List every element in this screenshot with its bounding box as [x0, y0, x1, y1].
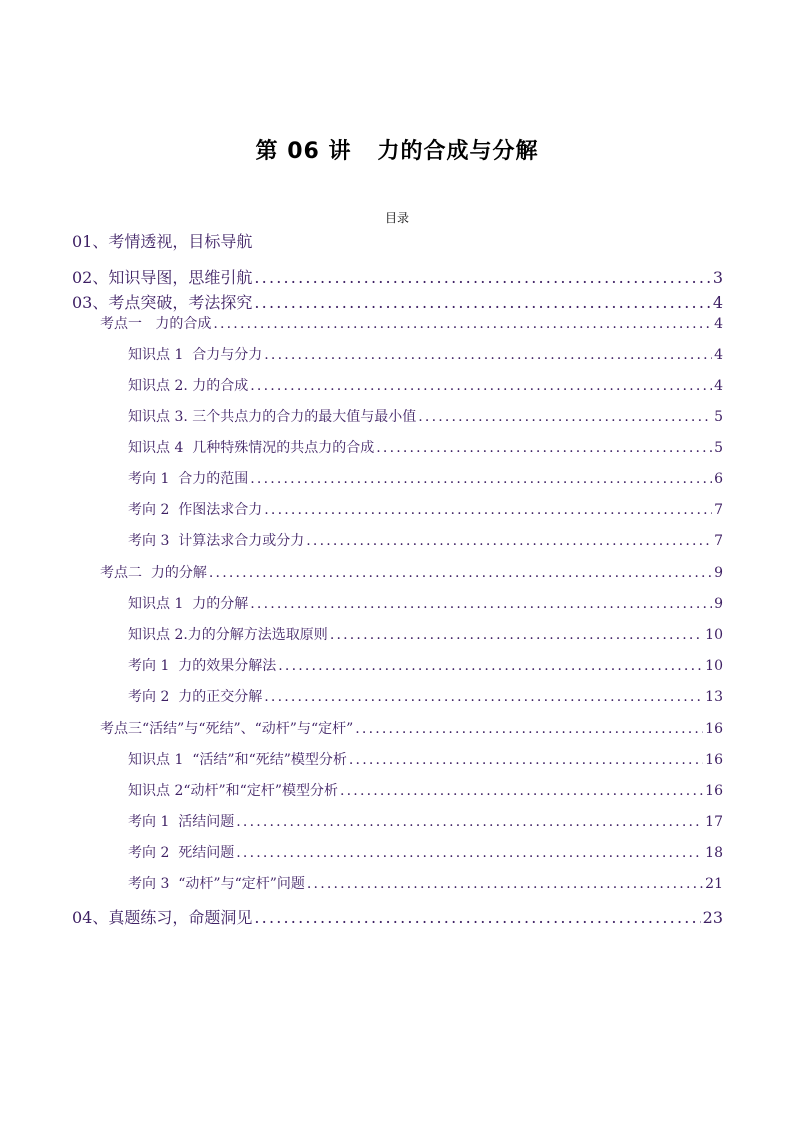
toc-entry-kaoxiang-1-1[interactable]	[128, 468, 723, 488]
toc-entry-label: 02、知识导图，思维引航	[72, 268, 253, 287]
toc-entry-label: 知识点 4 几种特殊情况的共点力的合成	[128, 440, 375, 456]
toc-page-number: 5	[714, 440, 723, 456]
toc-page-number: 7	[714, 533, 723, 549]
toc-leader-dots	[349, 752, 703, 768]
toc-entry-zhishidian-1-3[interactable]	[128, 406, 723, 426]
toc-page-number: 9	[714, 565, 723, 581]
toc-entry-kaoxiang-2-1[interactable]	[128, 655, 723, 675]
toc-leader-dots	[376, 440, 712, 456]
toc-entry-label: 考向 1 力的效果分解法	[128, 658, 277, 674]
toc-entry-kaodian-1[interactable]	[100, 313, 723, 333]
toc-entry-kaoxiang-1-3[interactable]	[128, 530, 723, 550]
toc-entry-label: 考点三“活结”与“死结”、“动杆”与“定杆”	[100, 721, 354, 737]
toc-leader-dots	[236, 845, 703, 861]
toc-entry-label: 知识点 1 合力与分力	[128, 347, 263, 363]
toc-leader-dots	[254, 268, 710, 287]
toc-entry-label: 考向 2 力的正交分解	[128, 689, 263, 705]
toc-entry-label: 考点二 力的分解	[100, 565, 207, 581]
toc-entry-zhishidian-2-2[interactable]	[128, 624, 723, 644]
page-title: 第 06 讲 力的合成与分解	[255, 139, 539, 164]
toc-page-number: 4	[714, 347, 723, 363]
toc-page-number: 16	[705, 721, 723, 737]
toc-leader-dots	[264, 347, 712, 363]
toc-leader-dots	[306, 533, 712, 549]
toc-leader-dots	[250, 596, 712, 612]
toc-entry-kaoxiang-3-2[interactable]	[128, 842, 723, 862]
toc-leader-dots	[236, 814, 703, 830]
toc-entry-label: 03、考点突破，考法探究	[72, 293, 253, 312]
toc-page-number: 16	[705, 783, 723, 799]
toc-page-number: 21	[705, 876, 723, 892]
toc-leader-dots	[250, 378, 712, 394]
toc-page-number: 18	[705, 845, 723, 861]
toc-page-number: 17	[705, 814, 723, 830]
toc-page-number: 6	[714, 471, 723, 487]
toc-leader-dots	[213, 316, 712, 332]
toc-entry-label: 知识点 2. 力的合成	[128, 378, 249, 394]
toc-page-number: 23	[702, 908, 723, 927]
toc-entry-label: 考向 1 活结问题	[128, 814, 235, 830]
toc-page-number: 5	[714, 409, 723, 425]
toc-page-number: 16	[705, 752, 723, 768]
toc-leader-dots	[340, 783, 703, 799]
toc-entry-label: 知识点 3. 三个共点力的合力的最大值与最小值	[128, 409, 417, 425]
toc-entry-kaoxiang-2-2[interactable]	[128, 686, 723, 706]
toc-page-number: 10	[705, 658, 723, 674]
toc-entry-zhishidian-1-1[interactable]	[128, 344, 723, 364]
toc-entry-label: 考向 2 死结问题	[128, 845, 235, 861]
toc-entry-02[interactable]	[72, 265, 723, 288]
toc-heading: 目录	[384, 211, 409, 225]
toc-leader-dots	[264, 689, 703, 705]
toc-entry-label: 04、真题练习，命题洞见	[72, 908, 253, 927]
toc-leader-dots	[307, 876, 703, 892]
toc-entry-label: 知识点 1 “活结”和“死结”模型分析	[128, 752, 347, 768]
toc-page-number: 13	[705, 689, 723, 705]
toc-entry-label: 知识点 1 力的分解	[128, 596, 249, 612]
toc-entry-label: 考向 2 作图法求合力	[128, 502, 263, 518]
toc-entry-01[interactable]	[72, 229, 723, 252]
toc-page-number: 4	[712, 293, 723, 312]
toc-leader-dots	[330, 627, 703, 643]
toc-entry-label: 考点一 力的合成	[100, 316, 212, 332]
toc-page-number: 7	[714, 502, 723, 518]
toc-leader-dots	[278, 658, 703, 674]
toc-entry-zhishidian-1-4[interactable]	[128, 437, 723, 457]
toc-leader-dots	[355, 721, 703, 737]
toc-entry-label: 考向 3 计算法求合力或分力	[128, 533, 305, 549]
toc-leader-dots	[209, 565, 712, 581]
toc-entry-zhishidian-3-1[interactable]	[128, 749, 723, 769]
toc-leader-dots	[254, 908, 700, 927]
toc-entry-label: 知识点 2“动杆”和“定杆”模型分析	[128, 783, 338, 799]
toc-page-number: 3	[712, 268, 723, 287]
toc-entry-zhishidian-1-2[interactable]	[128, 375, 723, 395]
toc-entry-label: 考向 3 “动杆”与“定杆”问题	[128, 876, 305, 892]
toc-leader-dots	[254, 293, 710, 312]
toc-page-number: 4	[714, 378, 723, 394]
toc-entry-kaoxiang-3-1[interactable]	[128, 811, 723, 831]
toc-entry-zhishidian-3-2[interactable]	[128, 780, 723, 800]
toc-entry-kaodian-3[interactable]	[100, 718, 723, 738]
toc-entry-kaodian-2[interactable]	[100, 562, 723, 582]
toc-entry-kaoxiang-1-2[interactable]	[128, 499, 723, 519]
toc-entry-label: 考向 1 合力的范围	[128, 471, 249, 487]
toc-leader-dots	[264, 502, 712, 518]
toc-leader-dots	[418, 409, 712, 425]
toc-entry-03[interactable]	[72, 290, 723, 313]
toc-entry-label: 知识点 2.力的分解方法选取原则	[128, 627, 328, 643]
toc-page-number: 10	[705, 627, 723, 643]
toc-entry-kaoxiang-3-3[interactable]	[128, 873, 723, 893]
toc-entry-04[interactable]	[72, 905, 723, 928]
toc-page-number: 9	[714, 596, 723, 612]
toc-page-number: 4	[714, 316, 723, 332]
toc-leader-dots	[250, 471, 712, 487]
toc-entry-zhishidian-2-1[interactable]	[128, 593, 723, 613]
toc-entry-label: 01、考情透视，目标导航	[72, 232, 253, 251]
